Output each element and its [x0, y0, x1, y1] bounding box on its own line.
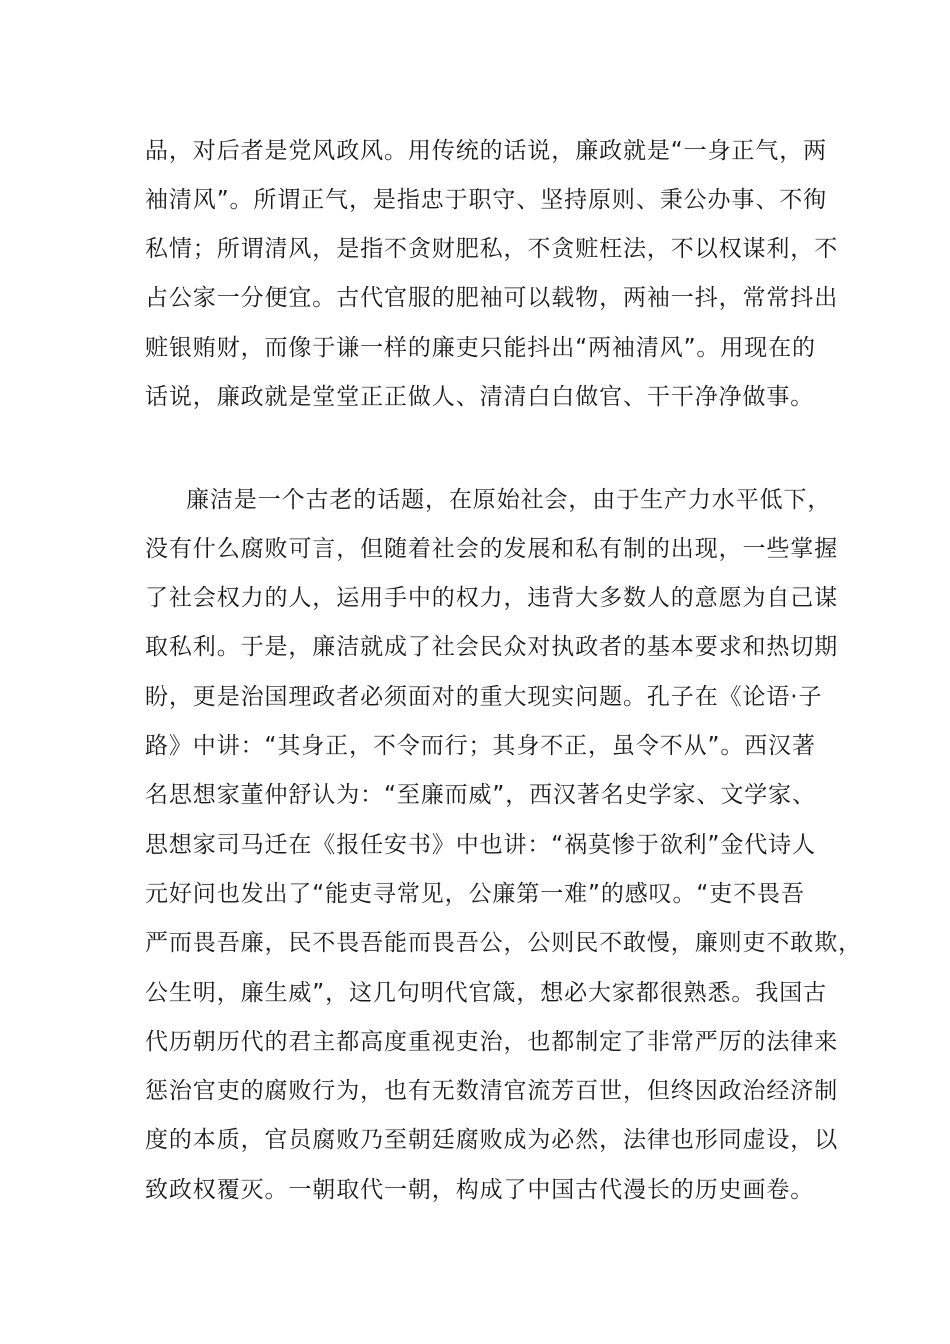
- paragraph-2-line-1: 廉洁是一个古老的话题，在原始社会，由于生产力水平低下，: [186, 487, 832, 513]
- paragraph-2-line-11: 公生明，廉生威”，这几句明代官箴，想必大家都很熟悉。我国古: [145, 980, 828, 1006]
- paragraph-1-line-4: 占公家一分便宜。古代官服的肥袖可以载物，两袖一抖，常常抖出: [145, 285, 839, 311]
- paragraph-1-line-5: 赃银贿财，而像于谦一样的廉吏只能抖出“两袖清风”。用现在的: [145, 335, 816, 361]
- paragraph-2-line-8: 思想家司马迁在《报任安书》中也讲：“祸莫惨于欲利”金代诗人: [145, 832, 816, 858]
- paragraph-2-line-10: 严而畏吾廉，民不畏吾能而畏吾公，公则民不敢慢，廉则吏不敢欺，: [145, 930, 862, 956]
- paragraph-2-line-3: 了社会权力的人，运用手中的权力，违背大多数人的意愿为自己谋: [145, 585, 839, 611]
- paragraph-2-line-9: 元好问也发出了“能吏寻常见，公廉第一难”的感叹。“吏不畏吾: [145, 881, 805, 907]
- paragraph-2-line-12: 代历朝历代的君主都高度重视吏治，也都制定了非常严厉的法律来: [145, 1029, 839, 1055]
- paragraph-2-line-7: 名思想家董仲舒认为：“至廉而威”，西汉著名史学家、文学家、: [145, 782, 816, 808]
- paragraph-2-line-5: 盼，更是治国理政者必须面对的重大现实问题。孔子在《论语·子: [145, 684, 823, 710]
- paragraph-1-line-3: 私情；所谓清风，是指不贪财肥私，不贪赃枉法，不以权谋利，不: [145, 236, 839, 262]
- paragraph-1-line-2: 袖清风”。所谓正气，是指忠于职守、坚持原则、秉公办事、不徇: [145, 187, 828, 213]
- paragraph-2-line-2: 没有什么腐败可言，但随着社会的发展和私有制的出现，一些掌握: [145, 536, 839, 562]
- paragraph-2-line-4: 取私利。于是，廉洁就成了社会民众对执政者的基本要求和热切期: [145, 634, 839, 660]
- paragraph-2-line-6: 路》中讲：“其身正，不令而行；其身不正，虽令不从”。西汉著: [145, 733, 816, 759]
- paragraph-1-line-6: 话说，廉政就是堂堂正正做人、清清白白做官、干干净净做事。: [145, 384, 815, 410]
- paragraph-2-line-15: 致政权覆灭。一朝取代一朝，构成了中国古代漫长的历史画卷。: [145, 1177, 815, 1203]
- paragraph-2-line-13: 惩治官吏的腐败行为，也有无数清官流芳百世，但终因政治经济制: [145, 1078, 839, 1104]
- paragraph-1-line-1: 品，对后者是党风政风。用传统的话说，廉政就是“一身正气，两: [145, 138, 828, 164]
- paragraph-2-line-14: 度的本质，官员腐败乃至朝廷腐败成为必然，法律也形同虚设，以: [145, 1127, 839, 1153]
